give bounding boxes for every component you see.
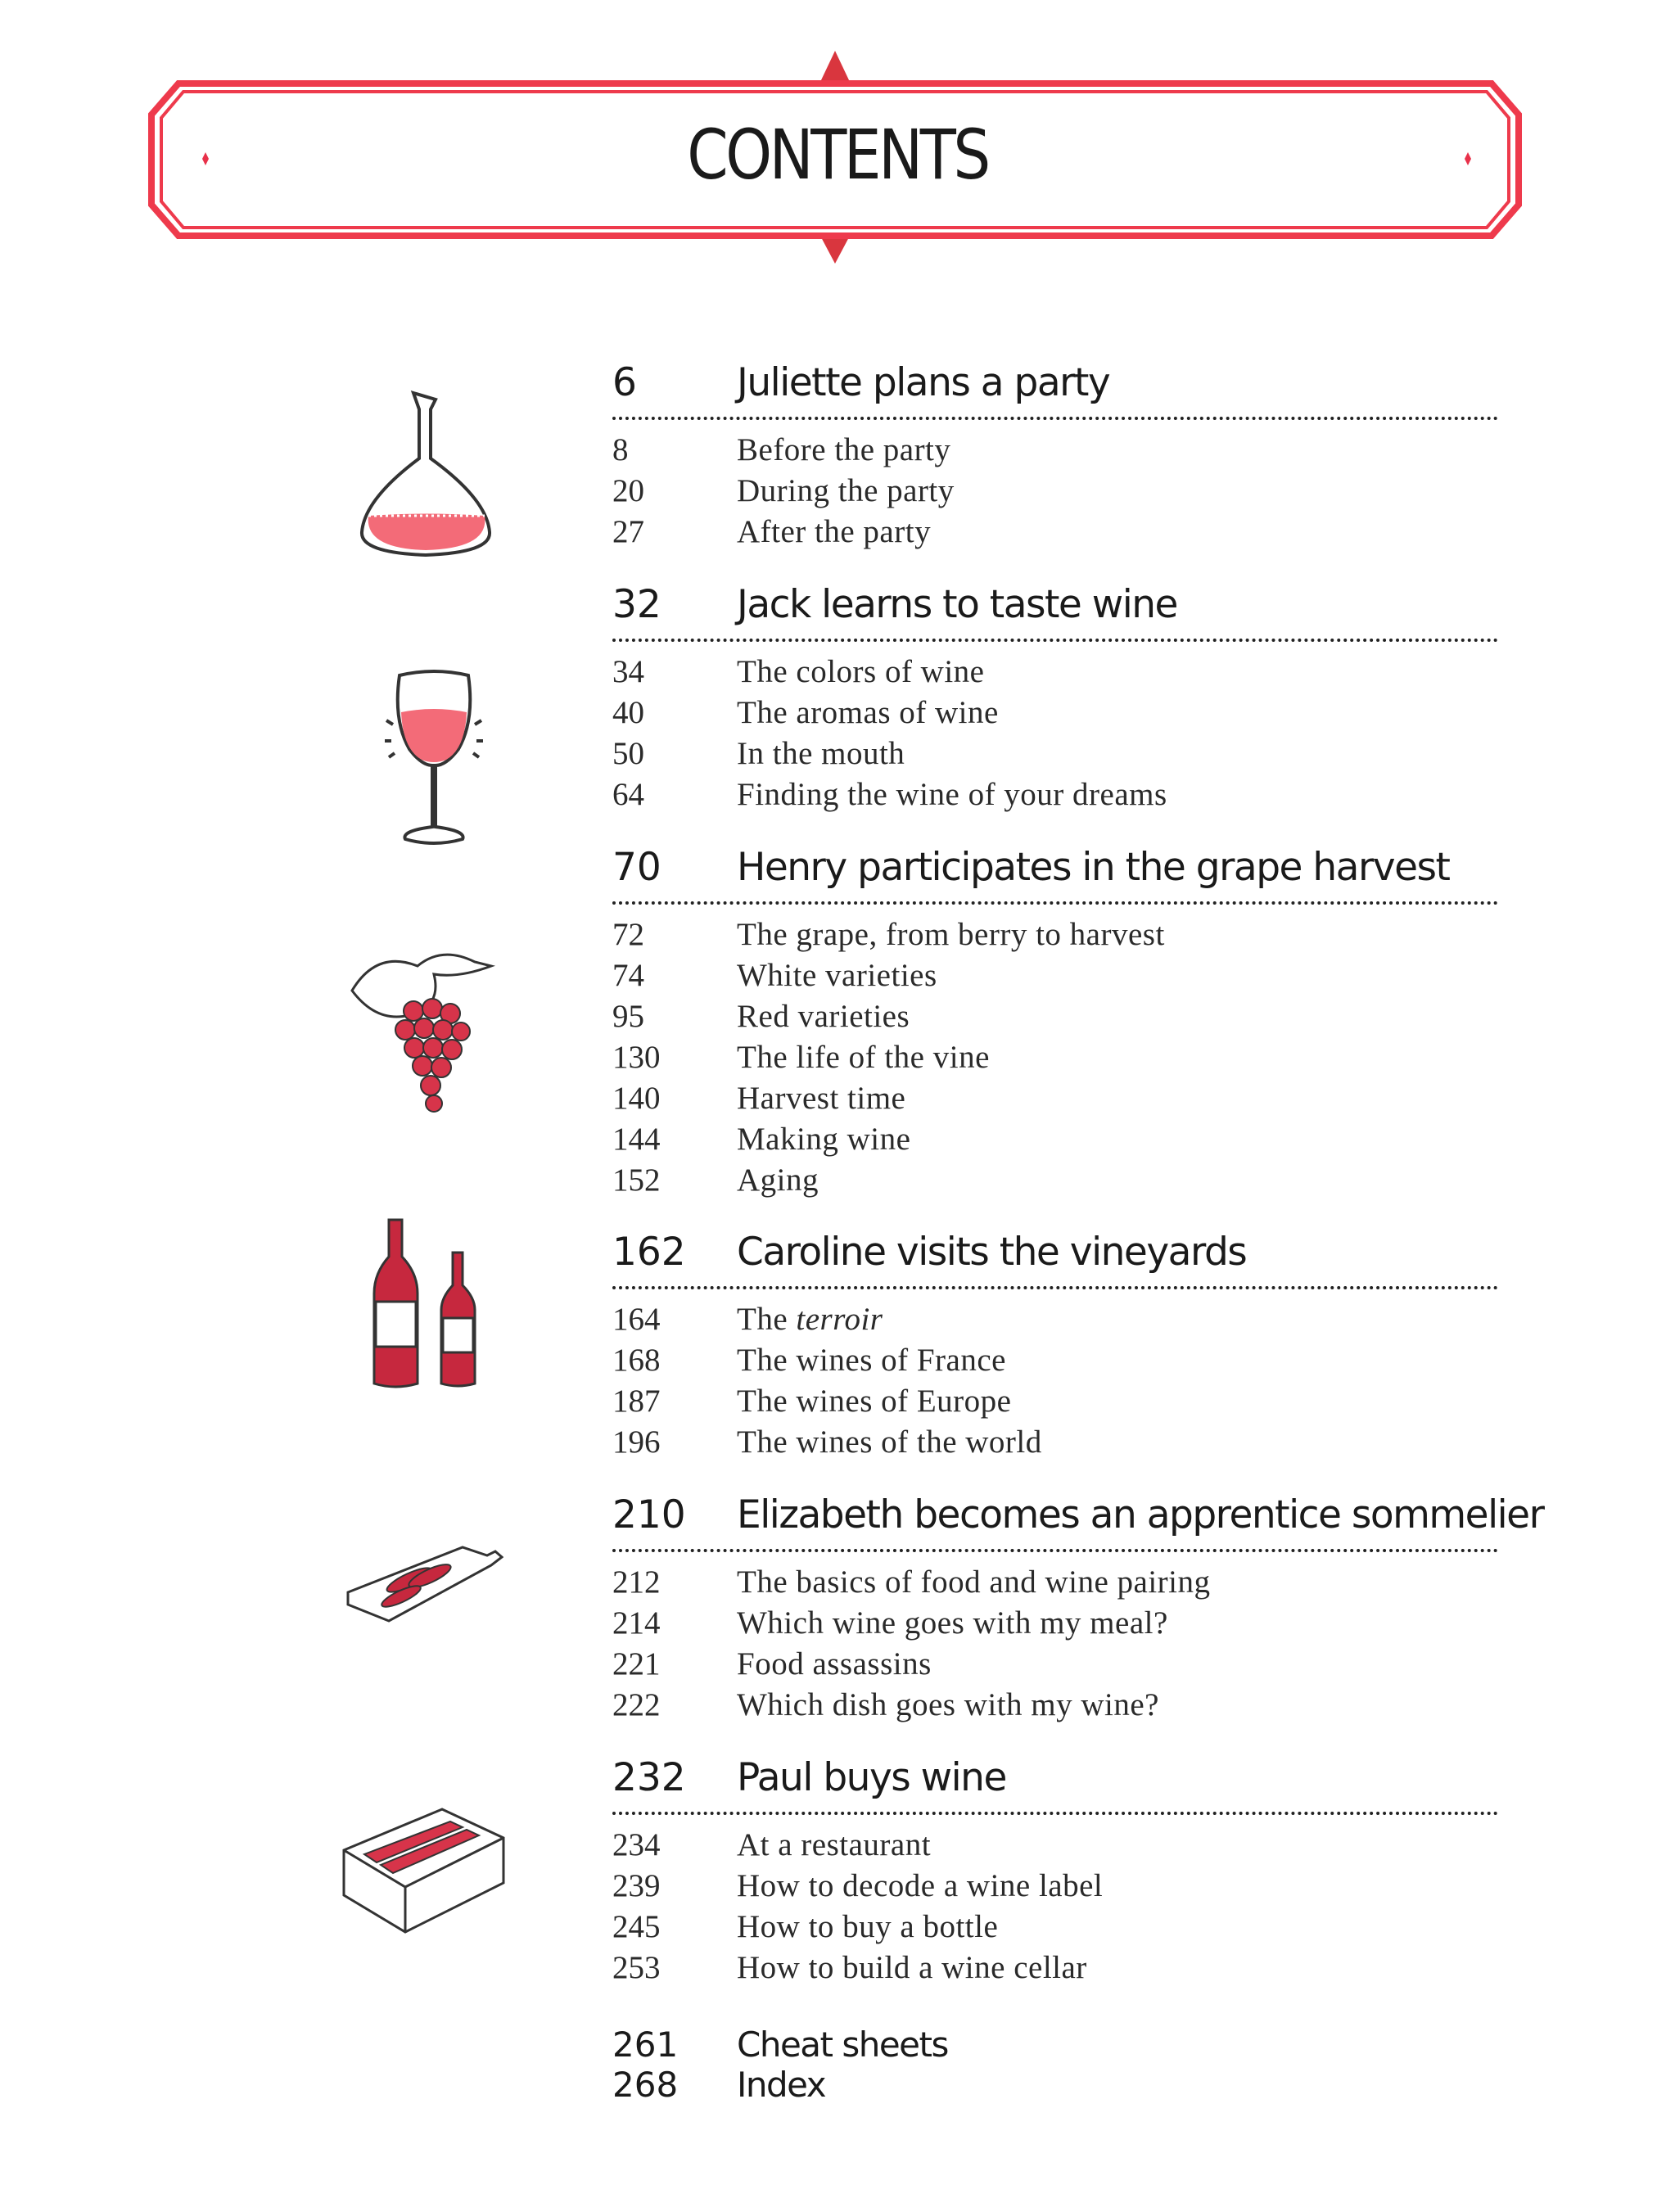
entry-title xyxy=(737,735,905,772)
entry-title-text: The wines of the world xyxy=(737,1424,1042,1460)
entry-title-italic: terroir xyxy=(796,1301,883,1337)
extra-page-number: 268 xyxy=(612,2064,679,2105)
entry-title-text: Red varieties xyxy=(737,998,910,1034)
entry-title-text: Before the party xyxy=(737,431,951,467)
section-page-number: 32 xyxy=(612,581,661,627)
entry-title-text: Food assassins xyxy=(737,1645,932,1682)
entry-title-text: The wines of Europe xyxy=(737,1383,1012,1419)
entry-page-number: 130 xyxy=(612,1039,661,1075)
entry-title-text: The aromas of wine xyxy=(737,694,999,730)
charcuterie-board-icon xyxy=(340,1531,503,1637)
entry-title-text: Making wine xyxy=(737,1121,911,1157)
extra-title: Cheat sheets xyxy=(737,2024,948,2065)
entry-page-number: 40 xyxy=(612,694,644,730)
entry-title xyxy=(737,998,910,1035)
section-title: Elizabeth becomes an apprentice sommelier xyxy=(737,1492,1544,1537)
entry-page-number: 245 xyxy=(612,1908,661,1944)
entry-title xyxy=(737,653,985,690)
entry-title-text: White varieties xyxy=(737,957,937,993)
entry-title xyxy=(737,916,1165,953)
section-page-number: 210 xyxy=(612,1492,686,1537)
section-title: Juliette plans a party xyxy=(737,359,1110,405)
contents-header xyxy=(0,0,1675,278)
dotted-divider xyxy=(612,639,1498,642)
entry-title xyxy=(737,1564,1211,1600)
entry-title xyxy=(737,1645,932,1682)
entry-title-text: Aging xyxy=(737,1162,819,1198)
dotted-divider xyxy=(612,901,1498,905)
entry-page-number: 164 xyxy=(612,1301,661,1337)
entry-title xyxy=(737,1686,1159,1723)
entry-title xyxy=(737,431,950,468)
entry-title-text: Which dish goes with my wine? xyxy=(737,1686,1159,1722)
entry-page-number: 222 xyxy=(612,1686,661,1722)
entry-title-text: The colors of wine xyxy=(737,653,985,689)
entry-title-text: The xyxy=(737,1301,797,1337)
dotted-divider xyxy=(612,1549,1498,1552)
wine-bottles-icon xyxy=(356,1212,495,1400)
entry-title-text: After the party xyxy=(737,513,932,549)
dotted-divider xyxy=(612,1286,1498,1289)
entry-page-number: 196 xyxy=(612,1424,661,1460)
entry-title-text: In the mouth xyxy=(737,735,905,771)
entry-title xyxy=(737,472,955,509)
entry-title-text: Which wine goes with my meal? xyxy=(737,1605,1168,1641)
entry-page-number: 74 xyxy=(612,957,644,993)
wine-crate-icon xyxy=(336,1793,508,1940)
entry-page-number: 64 xyxy=(612,776,644,812)
entry-title xyxy=(737,1605,1168,1641)
entry-page-number: 8 xyxy=(612,431,629,467)
dotted-divider xyxy=(612,1812,1498,1815)
entry-title xyxy=(737,957,937,994)
entry-page-number: 221 xyxy=(612,1645,661,1682)
entry-title-text: How to build a wine cellar xyxy=(737,1949,1087,1985)
section-page-number: 162 xyxy=(612,1229,686,1275)
extra-page-number: 261 xyxy=(612,2024,679,2065)
entry-page-number: 95 xyxy=(612,998,644,1034)
entry-page-number: 152 xyxy=(612,1162,661,1198)
entry-page-number: 50 xyxy=(612,735,644,771)
entry-title-text: How to buy a bottle xyxy=(737,1908,999,1944)
entry-title xyxy=(737,1080,905,1117)
entry-page-number: 144 xyxy=(612,1121,661,1157)
entry-title xyxy=(737,1162,819,1199)
entry-title xyxy=(737,1121,910,1158)
entry-title-text: The grape, from berry to harvest xyxy=(737,916,1165,952)
dotted-divider xyxy=(612,417,1498,420)
entry-page-number: 72 xyxy=(612,916,644,952)
entry-title xyxy=(737,1826,931,1863)
entry-title xyxy=(737,694,999,731)
entry-title-text: Finding the wine of your dreams xyxy=(737,776,1167,812)
entry-title-text: Harvest time xyxy=(737,1080,906,1116)
entry-title xyxy=(737,1908,998,1945)
entry-title xyxy=(737,1342,1006,1379)
entry-title xyxy=(737,1867,1103,1904)
entry-title xyxy=(737,1424,1042,1460)
section-title: Caroline visits the vineyards xyxy=(737,1229,1247,1275)
entry-title xyxy=(737,513,931,550)
decanter-icon xyxy=(344,377,508,565)
entry-page-number: 214 xyxy=(612,1605,661,1641)
entry-title-text: The wines of France xyxy=(737,1342,1006,1378)
entry-page-number: 234 xyxy=(612,1826,661,1862)
entry-page-number: 239 xyxy=(612,1867,661,1903)
entry-page-number: 253 xyxy=(612,1949,661,1985)
grapes-icon xyxy=(344,941,508,1122)
extra-title: Index xyxy=(737,2064,826,2105)
entry-title-text: The life of the vine xyxy=(737,1039,990,1075)
entry-page-number: 168 xyxy=(612,1342,661,1378)
section-title: Paul buys wine xyxy=(737,1754,1006,1800)
section-page-number: 6 xyxy=(612,359,637,405)
entry-title-text: At a restaurant xyxy=(737,1826,932,1862)
entry-page-number: 187 xyxy=(612,1383,661,1419)
entry-title xyxy=(737,1949,1087,1986)
entry-title xyxy=(737,1039,990,1076)
section-title: Henry participates in the grape harvest xyxy=(737,844,1450,890)
entry-page-number: 20 xyxy=(612,472,644,508)
wine-glass-icon xyxy=(368,663,499,851)
entry-title-text: During the party xyxy=(737,472,955,508)
page-title: CONTENTS xyxy=(687,115,988,195)
section-page-number: 232 xyxy=(612,1754,686,1800)
entry-page-number: 140 xyxy=(612,1080,661,1116)
section-page-number: 70 xyxy=(612,844,661,890)
section-title: Jack learns to taste wine xyxy=(737,581,1177,627)
entry-title xyxy=(737,1383,1011,1420)
entry-page-number: 27 xyxy=(612,513,644,549)
entry-page-number: 212 xyxy=(612,1564,661,1600)
entry-title xyxy=(737,1301,883,1338)
entry-title-text: The basics of food and wine pairing xyxy=(737,1564,1211,1600)
entry-title-text: How to decode a wine label xyxy=(737,1867,1104,1903)
entry-title xyxy=(737,776,1167,813)
entry-page-number: 34 xyxy=(612,653,644,689)
